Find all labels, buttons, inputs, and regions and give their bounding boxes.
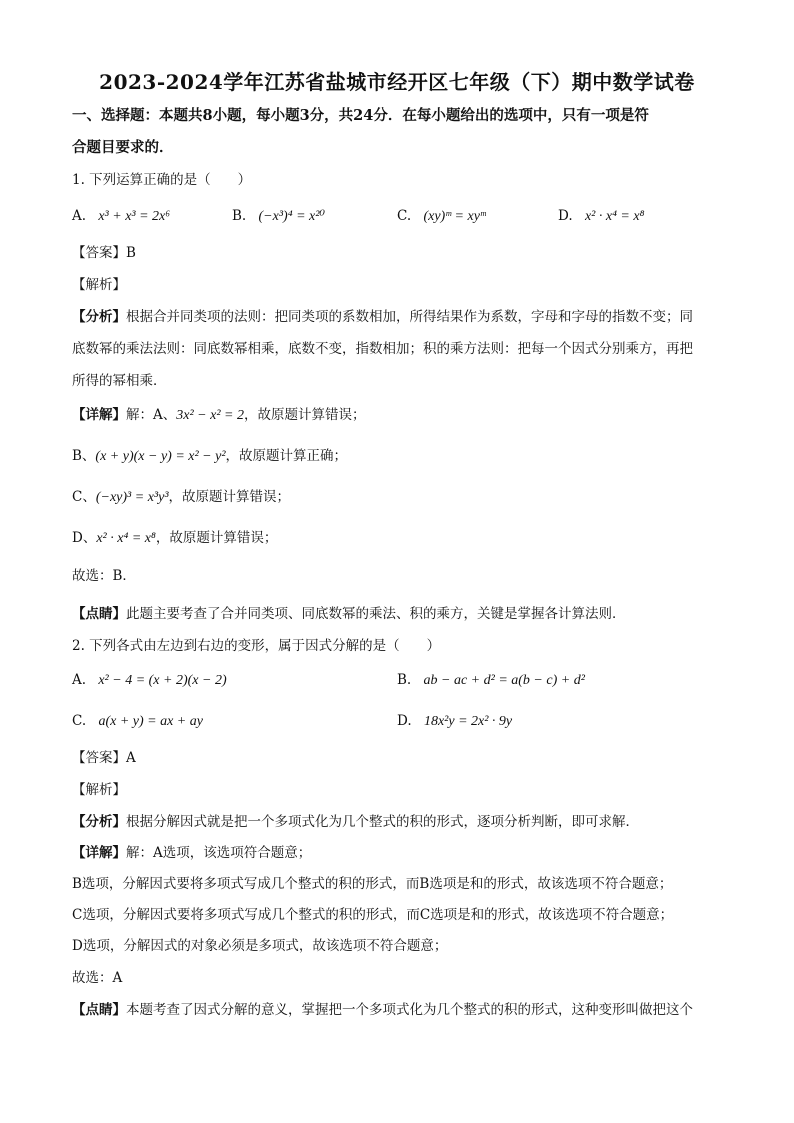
q1-detail-b	[72, 446, 734, 467]
q1-detail-a-math: 3x² − x² = 2	[176, 408, 244, 423]
q2-dianjing-tag: 【点睛】	[72, 1002, 126, 1018]
q2-choose: 故选：A	[72, 970, 123, 986]
q2-fenxi	[72, 812, 734, 832]
q1-option-b-label: B.	[232, 208, 247, 224]
q2-option-d[interactable]	[397, 711, 512, 732]
q1-detail-tag: 【详解】	[72, 407, 126, 423]
q1-detail-a-pre: 解：A、	[126, 407, 177, 423]
q1-fenxi-line2: 底数幂的乘法法则：同底数幂相乘，底数不变，指数相加；积的乘方法则：把每一个因式分别乘方，再把	[72, 341, 693, 357]
q2-analysis-label: 【解析】	[72, 782, 126, 798]
q1-detail-d	[72, 528, 734, 549]
q2-stem: 2. 下列各式由左边到右边的变形，属于因式分解的是（ ）	[72, 638, 441, 654]
q1-dianjing-tag: 【点睛】	[72, 606, 126, 622]
q2-fenxi-tag: 【分析】	[72, 814, 126, 830]
q1-detail-a	[72, 405, 734, 426]
q1-stem: 1. 下列运算正确的是（ ）	[72, 172, 252, 188]
q2-dianjing	[72, 1000, 734, 1020]
q2-option-b[interactable]	[397, 670, 585, 691]
q1-option-d[interactable]	[558, 206, 644, 227]
q2-option-a[interactable]	[72, 670, 227, 691]
q2-option-c[interactable]	[72, 711, 203, 732]
q2-answer: 【答案】A	[72, 750, 136, 766]
q1-detail-a-post: ，故原题计算错误；	[243, 407, 366, 423]
q2-detail-a	[72, 843, 734, 863]
q1-answer: 【答案】B	[72, 245, 136, 261]
q2-detail-c: C选项，分解因式要将多项式写成几个整式的积的形式，而C选项是和的形式，故该选项不符合题意；	[72, 907, 674, 923]
q1-option-b-math: (−x³)⁴ = x²⁰	[258, 209, 326, 224]
q2-option-b-math: ab − ac + d² = a(b − c) + d²	[423, 673, 585, 688]
q1-detail-d-pre: D、	[72, 530, 97, 546]
q2-option-b-label: B.	[397, 672, 412, 688]
q1-detail-c-math: (−xy)³ = x³y³	[95, 490, 169, 505]
q1-choose: 故选：B．	[72, 568, 136, 584]
q1-option-a-label: A.	[72, 208, 87, 224]
q2-dianjing-text: 本题考查了因式分解的意义，掌握把一个多项式化为几个整式的积的形式，这种变形叫做把这个	[126, 1002, 693, 1018]
q1-option-d-math: x² · x⁴ = x⁸	[584, 209, 645, 224]
q1-option-c[interactable]	[397, 206, 486, 227]
q1-option-b[interactable]	[232, 206, 325, 227]
q1-detail-d-math: x² · x⁴ = x⁸	[96, 531, 156, 546]
q1-fenxi-text1: 根据合并同类项的法则：把同类项的系数相加，所得结果作为系数，字母和字母的指数不变；同	[126, 309, 693, 325]
q2-option-d-label: D.	[397, 713, 412, 729]
page-title: 2023-2024学年江苏省盐城市经开区七年级（下）期中数学试卷	[99, 70, 695, 94]
section-heading-line1: 一、选择题：本题共8小题，每小题3分，共24分．在每小题给出的选项中，只有一项是符	[72, 107, 649, 124]
section-heading-line2: 合题目要求的．	[72, 139, 174, 156]
q1-detail-b-post: ，故原题计算正确；	[225, 448, 348, 464]
q1-detail-b-math: (x + y)(x − y) = x² − y²	[95, 449, 226, 464]
q1-detail-c-post: ，故原题计算错误；	[168, 489, 291, 505]
q1-option-c-label: C.	[397, 208, 412, 224]
q1-option-a[interactable]	[72, 206, 170, 227]
q1-option-a-math: x³ + x³ = 2x⁶	[98, 209, 171, 224]
q1-analysis-label: 【解析】	[72, 277, 126, 293]
q2-option-d-math: 18x²y = 2x² · 9y	[423, 714, 513, 729]
q2-option-a-label: A.	[72, 672, 87, 688]
q1-fenxi-tag: 【分析】	[72, 309, 126, 325]
q2-option-c-math: a(x + y) = ax + ay	[98, 714, 203, 729]
q2-detail-tag: 【详解】	[72, 845, 126, 861]
q2-option-a-math: x² − 4 = (x + 2)(x − 2)	[98, 673, 227, 688]
q1-detail-d-post: ，故原题计算错误；	[155, 530, 278, 546]
q1-option-c-math: (xy)ᵐ = xyᵐ	[423, 209, 486, 224]
q1-fenxi-line3: 所得的幂相乘．	[72, 373, 167, 389]
q1-detail-c	[72, 487, 734, 508]
q1-dianjing-text: 此题主要考查了合并同类项、同底数幂的乘法、积的乘方，关键是掌握各计算法则．	[126, 606, 626, 622]
q1-fenxi-line1	[72, 307, 734, 327]
q2-detail-b: B选项，分解因式要将多项式写成几个整式的积的形式，而B选项是和的形式，故该选项不符合题意；	[72, 876, 673, 892]
q1-option-d-label: D.	[558, 208, 573, 224]
q2-option-c-label: C.	[72, 713, 87, 729]
q2-fenxi-text: 根据分解因式就是把一个多项式化为几个整式的积的形式，逐项分析判断，即可求解．	[126, 814, 639, 830]
q1-detail-b-pre: B、	[72, 448, 96, 464]
q2-detail-a-text: 解：A选项，该选项符合题意；	[126, 845, 312, 861]
q1-detail-c-pre: C、	[72, 489, 96, 505]
q2-detail-d: D选项，分解因式的对象必须是多项式，故该选项不符合题意；	[72, 938, 448, 954]
q1-dianjing	[72, 604, 734, 624]
